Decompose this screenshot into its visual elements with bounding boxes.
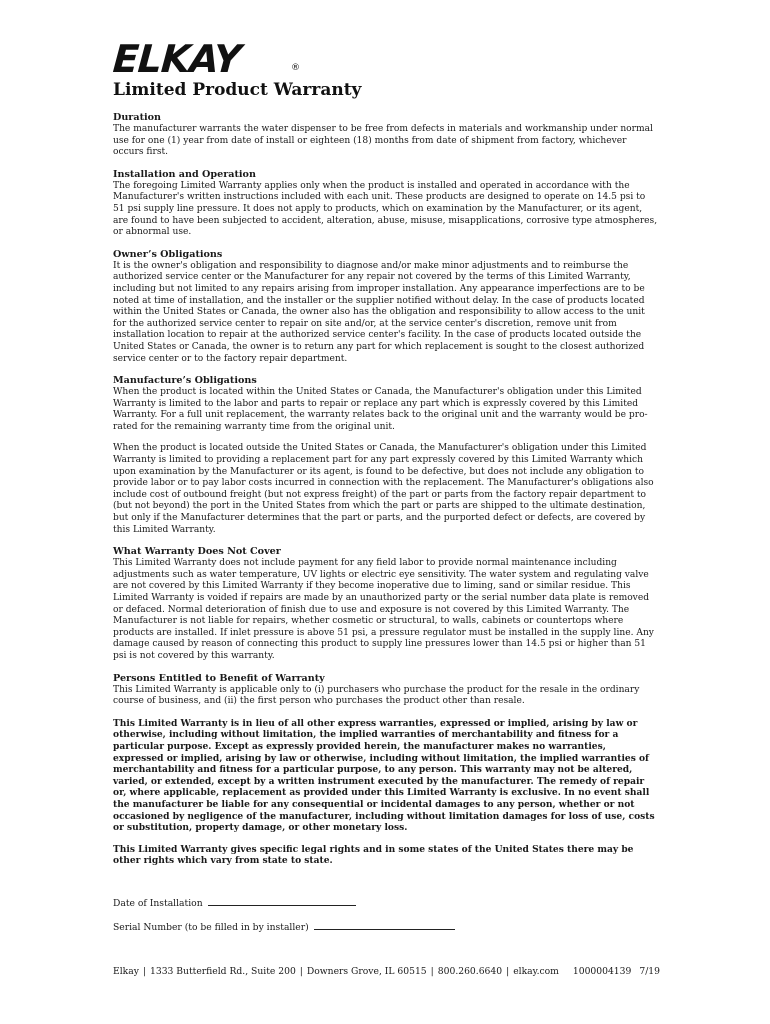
section-paragraph: The manufacturer warrants the water dispenser to be free from defects in materials and workmanship under normal use for one (1) year from date of install or eighteen (18) months from date of shipment from factory, whichever occurs first. <box>113 124 653 158</box>
section-installation <box>113 169 658 239</box>
section-not-covered <box>113 546 658 662</box>
footer-website[interactable]: elkay.com <box>513 966 559 977</box>
footer-doc-code: 1000004139 <box>572 966 632 977</box>
footer-address: 1333 Butterfield Rd., Suite 200 <box>150 966 296 977</box>
serial-number-label: Serial Number (to be filled in by installer) <box>113 921 309 933</box>
section-persons-entitled <box>113 673 658 708</box>
date-of-installation-field[interactable] <box>208 897 356 906</box>
brand-logo <box>111 37 658 81</box>
section-paragraph: It is the owner's obligation and responsibility to diagnose and/or make minor adjustments and to reimburse the authorized service center or the Manufacturer for any repair not covered by the terms of this Limited Warranty, including but not limited to any repairs arising from improper installation. Any appearance imperfections are to be noted at time of installation, and the installer or the supplier notified without delay. In the case of products located within the United States or Canada, the owner also has the obligation and responsibility to allow access to the unit for the authorized service center to repair on site and/or, at the service center's discretion, remove unit from installation location to repair at the authorized service center's facility. In the case of products located outside the United States or Canada, the owner is to return any part for which replacement is sought to the closest authorized service center or to the factory repair department. <box>113 260 645 364</box>
section-paragraph: When the product is located within the United States or Canada, the Manufacturer's obligation under this Limited Warranty is limited to the labor and parts to repair or replace any part which is expressly covered by this Limited Warranty. For a full unit replacement, the warranty relates back to the original unit and the warranty would be pro-rated for the remaining warranty time from the original unit. <box>113 387 648 432</box>
page-title: Limited Product Warranty <box>113 80 362 100</box>
section-heading: Installation and Operation <box>113 168 256 180</box>
section-paragraph: This Limited Warranty does not include payment for any field labor to provide normal maintenance including adjustments such as water temperature, UV lights or electric eye sensitivity. The water system and regulating valve are not covered by this Limited Warranty if they become inoperative due to liming, sand or similar residue. This Limited Warranty is voided if repairs are made by an unauthorized party or the serial number data plate is removed or defaced. Normal deterioration of finish due to use and exposure is not covered by this Limited Warranty. The Manufacturer is not liable for repairs, whether cosmetic or structural, to walls, cabinets or countertops where products are installed. If inlet pressure is above 51 psi, a pressure regulator must be installed in the supply line. Any damage caused by reason of connecting this product to supply line pressures lower than 14.5 psi or higher than 51 psi is not covered by this warranty. <box>113 558 654 661</box>
warranty-document <box>111 37 658 945</box>
section-heading: Owner’s Obligations <box>113 248 223 260</box>
installation-form <box>113 897 658 934</box>
section-heading: Manufacture’s Obligations <box>113 375 257 387</box>
section-heading: Duration <box>113 112 162 123</box>
footer-company: Elkay <box>113 966 139 977</box>
registered-mark: ® <box>291 63 300 73</box>
section-heading: Persons Entitled to Benefit of Warranty <box>113 672 325 684</box>
footer-separator: | <box>506 966 510 977</box>
section-heading: What Warranty Does Not Cover <box>113 546 281 558</box>
serial-number-row <box>113 921 658 934</box>
section-manufacturer-obligations <box>113 375 658 536</box>
footer-separator: | <box>299 966 303 977</box>
section-duration <box>113 112 658 159</box>
footer-date: 7/19 <box>639 966 660 977</box>
serial-number-field[interactable] <box>314 921 455 930</box>
section-paragraph: This Limited Warranty is applicable only to (i) purchasers who purchase the product for the resale in the ordinary course of business, and (ii) the first person who purchases the product other than resale. <box>113 684 640 707</box>
date-of-installation-label: Date of Installation <box>113 897 203 909</box>
section-paragraph: The foregoing Limited Warranty applies only when the product is installed and operated in accordance with the Manufacturer's written instructions included with each unit. These products are designed to operate on 14.5 psi to 51 psi supply line pressure. It does not apply to products, which on examination by the Manufacturer, or its agent, are found to have been subjected to accident, alteration, abuse, misuse, misapplications, corrosive type atmospheres, or abnormal use. <box>113 180 658 238</box>
legal-rights-paragraph: This Limited Warranty gives specific legal rights and in some states of the United States there may be other rights which vary from state to state. <box>113 843 634 867</box>
section-owner-obligations <box>113 249 658 365</box>
footer-separator: | <box>430 966 434 977</box>
date-of-installation-row <box>113 897 658 910</box>
page-footer <box>113 966 673 978</box>
section-paragraph: When the product is located outside the United States or Canada, the Manufacturer's obligation under this Limited Warranty is limited to providing a replacement part for any part expressly covered by this Limited Warranty which upon examination by the Manufacturer or its agent, is found to be defective, but does not include any obligation to provide labor or to pay labor costs incurred in connection with the replacement. The Manufacturer's obligations also include cost of outbound freight (but not express freight) of the part or parts from the factory repair department to (but not beyond) the port in the United States from which the part or parts are shipped to the ultimate destination, but only if the Manufacturer determines that the part or parts, and the purported defect or defects, are covered by this Limited Warranty. <box>113 443 654 535</box>
disclaimer-paragraph: This Limited Warranty is in lieu of all other express warranties, expressed or implied, arising by law or otherwise, including without limitation, the implied warranties of merchantability and fitness for a particular purpose. Except as expressly provided herein, the manufacturer makes no warranties, expressed or implied, arising by law or otherwise, including without limitation, the implied warranties of merchantability and fitness for a particular purpose, to any person. This warranty may not be altered, varied, or extended, except by a written instrument executed by the manufacturer. The remedy of repair or, where applicable, replacement as provided under this Limited Warranty is exclusive. In no event shall the manufacturer be liable for any consequential or incidental damages to any person, whether or not occasioned by negligence of the manufacturer, including without limitation damages for loss of use, costs or substitution, property damage, or other monetary loss. <box>113 717 655 834</box>
brand-logo-wordmark: ELKAY <box>111 37 242 81</box>
footer-separator: | <box>142 966 146 977</box>
footer-phone: 800.260.6640 <box>437 966 503 977</box>
footer-city: Downers Grove, IL 60515 <box>306 966 427 977</box>
